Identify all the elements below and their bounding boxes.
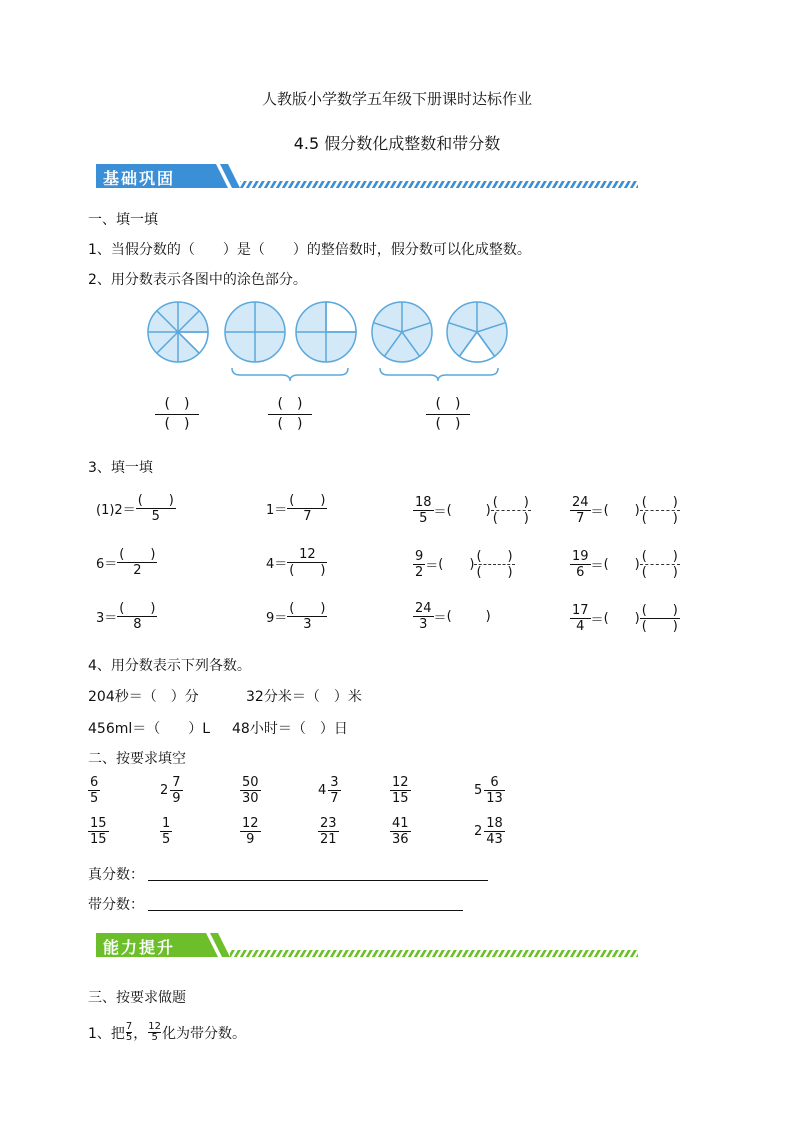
fraction bbox=[160, 816, 172, 847]
question-1-4: 4、用分数表示下列各数。 bbox=[88, 658, 251, 674]
q3-item-c: $\frac{18}{5}$ ＝ ( ) $\frac{( )}{( )}$ bbox=[415, 495, 529, 526]
section3-heading: 三、按要求做题 bbox=[88, 990, 186, 1006]
fraction bbox=[318, 816, 339, 847]
page-title: 人教版小学数学五年级下册课时达标作业 bbox=[261, 90, 532, 108]
denominator: 9 bbox=[172, 791, 181, 806]
proper-fraction-label: 真分数： bbox=[88, 867, 144, 883]
numerator: 6 bbox=[490, 775, 499, 790]
denominator: 5 bbox=[90, 791, 99, 806]
q4-line2a: 456ml＝（ ）L bbox=[88, 721, 211, 737]
denominator: 7 bbox=[330, 791, 339, 806]
denominator: 43 bbox=[486, 832, 503, 847]
fraction-item bbox=[390, 816, 411, 847]
q3-item-e: 6＝ $\frac{( )}{2}$ bbox=[96, 547, 156, 578]
numerator: 12 bbox=[392, 775, 409, 790]
fraction bbox=[390, 775, 411, 806]
mixed-number-label: 带分数： bbox=[88, 897, 144, 913]
denominator: 15 bbox=[90, 832, 107, 847]
q3-item-l: $\frac{17}{4}$ ＝ ( ) $\frac{( )}{( )}$ bbox=[572, 603, 678, 634]
numerator: 41 bbox=[392, 816, 409, 831]
blank-fraction[interactable]: ( ) ( ) bbox=[152, 395, 202, 434]
fraction-item bbox=[240, 816, 261, 847]
numerator: 18 bbox=[486, 816, 503, 831]
advanced-banner-label: 能力提升 bbox=[103, 938, 176, 957]
fraction-circles bbox=[140, 295, 520, 385]
numerator: 50 bbox=[242, 775, 259, 790]
fraction-item bbox=[474, 816, 505, 847]
q3-item-k: $\frac{24}{3}$ ＝ ( ) bbox=[415, 601, 491, 632]
fraction-item bbox=[474, 775, 505, 806]
q3-item-b: 1＝ $\frac{( )}{7}$ bbox=[266, 493, 326, 524]
fraction-item bbox=[88, 816, 109, 847]
numerator: 3 bbox=[330, 775, 339, 790]
whole-part: 2 bbox=[474, 824, 483, 839]
q3-item-a: (1)2＝ $\frac{( )}{5}$ bbox=[96, 493, 174, 524]
fraction bbox=[328, 775, 340, 806]
whole-part: 4 bbox=[318, 783, 327, 798]
q3-item-d: $\frac{24}{7}$ ＝ ( ) $\frac{( )}{( )}$ bbox=[572, 495, 678, 526]
numerator: 7 bbox=[172, 775, 181, 790]
fraction bbox=[88, 775, 100, 806]
fraction-item bbox=[160, 775, 183, 806]
denominator: 5 bbox=[162, 832, 171, 847]
denominator: 13 bbox=[486, 791, 503, 806]
fraction bbox=[484, 816, 505, 847]
section1-heading: 一、填一填 bbox=[88, 212, 158, 228]
fraction bbox=[240, 816, 261, 847]
q4-line2b: 48小时＝（ ）日 bbox=[232, 721, 348, 737]
fraction-item bbox=[318, 775, 341, 806]
denominator: 9 bbox=[246, 832, 255, 847]
fraction bbox=[170, 775, 182, 806]
whole-part: 5 bbox=[474, 783, 483, 798]
numerator: 23 bbox=[320, 816, 337, 831]
numerator: 6 bbox=[90, 775, 99, 790]
fraction-item bbox=[88, 775, 100, 806]
numerator: 1 bbox=[162, 816, 171, 831]
question-3-1: 1、把 7 5 ， 12 5 化为带分数。 bbox=[88, 1021, 247, 1043]
fraction-item bbox=[390, 775, 411, 806]
fraction bbox=[240, 775, 261, 806]
q3-item-i: 3＝ $\frac{( )}{8}$ bbox=[96, 601, 156, 632]
q3-item-f: 4＝ $\frac{12}{( )}$ bbox=[266, 547, 326, 578]
whole-part: 2 bbox=[160, 783, 169, 798]
blank-fraction[interactable]: ( ) ( ) bbox=[265, 395, 315, 434]
numerator: 12 bbox=[242, 816, 259, 831]
question-1-3: 3、填一填 bbox=[88, 460, 153, 476]
fraction-item bbox=[240, 775, 261, 806]
fraction-item bbox=[318, 816, 339, 847]
proper-fraction-answer-line[interactable] bbox=[148, 880, 488, 881]
question-1-1: 1、当假分数的（ ）是（ ）的整倍数时，假分数可以化成整数。 bbox=[88, 242, 531, 258]
denominator: 30 bbox=[242, 791, 259, 806]
q4-line1a: 204秒＝（ ）分 bbox=[88, 689, 199, 705]
denominator: 21 bbox=[320, 832, 337, 847]
basic-banner-label: 基础巩固 bbox=[103, 169, 176, 188]
fraction-item bbox=[160, 816, 172, 847]
q4-line1b: 32分米＝（ ）米 bbox=[246, 689, 362, 705]
fraction bbox=[390, 816, 411, 847]
fraction bbox=[484, 775, 505, 806]
q3-item-h: $\frac{19}{6}$ ＝ ( ) $\frac{( )}{( )}$ bbox=[572, 549, 678, 580]
mixed-number-answer-line[interactable] bbox=[148, 910, 463, 911]
section2-heading: 二、按要求填空 bbox=[88, 751, 186, 767]
question-1-2: 2、用分数表示各图中的涂色部分。 bbox=[88, 272, 307, 288]
denominator: 15 bbox=[392, 791, 409, 806]
denominator: 36 bbox=[392, 832, 409, 847]
numerator: 15 bbox=[90, 816, 107, 831]
q3-item-g: $\frac{9}{2}$ ＝ ( ) $\frac{( )}{( )}$ bbox=[415, 549, 513, 580]
blank-fraction[interactable]: ( ) ( ) bbox=[423, 395, 473, 434]
page-subtitle: 4.5 假分数化成整数和带分数 bbox=[293, 134, 501, 153]
fraction bbox=[88, 816, 109, 847]
q3-item-j: 9＝ $\frac{( )}{3}$ bbox=[266, 601, 326, 632]
